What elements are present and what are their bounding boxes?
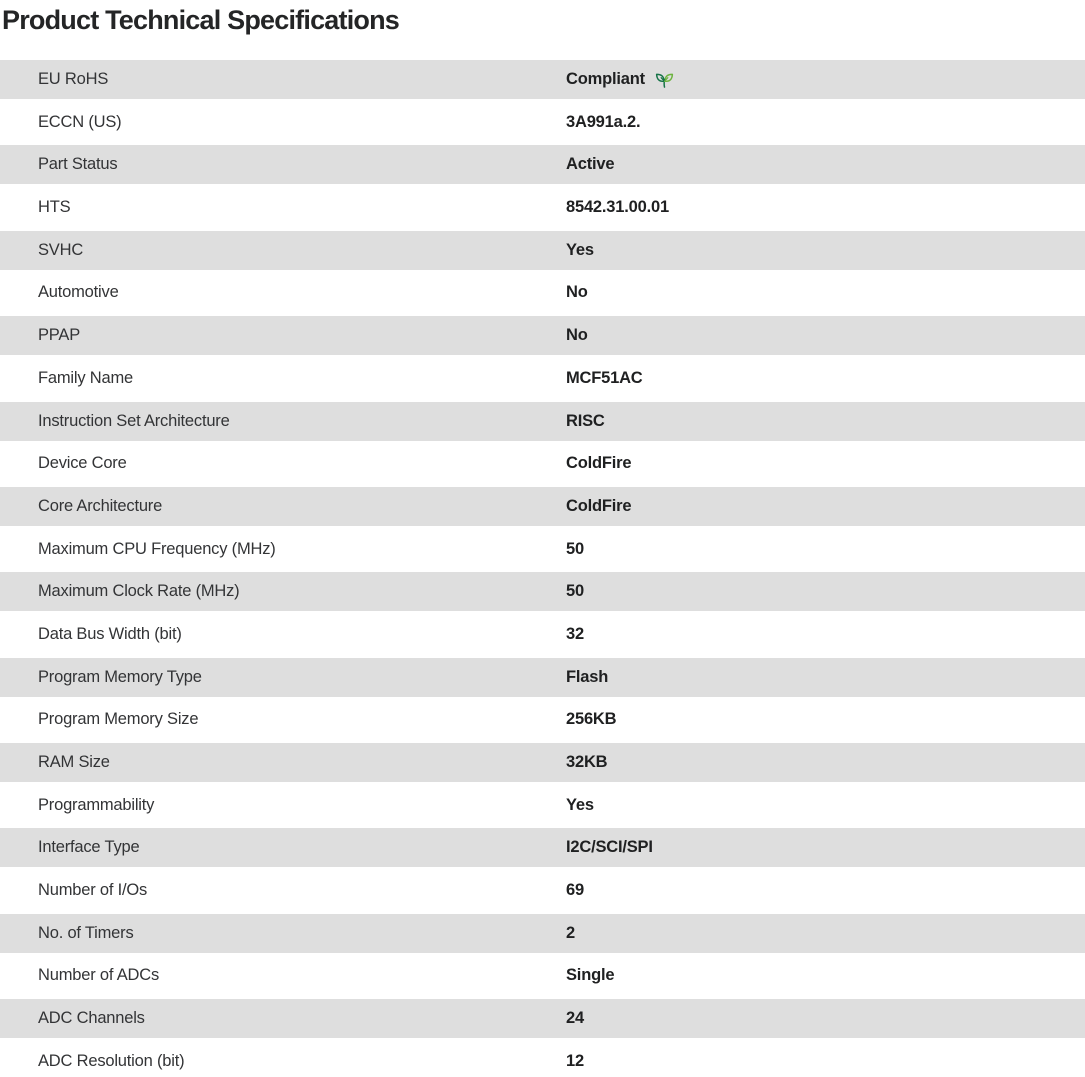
spec-row <box>0 871 1085 910</box>
spec-row <box>0 444 1085 483</box>
spec-value-cell <box>566 454 1085 473</box>
spec-value-cell <box>566 796 1085 815</box>
spec-value: 2 <box>566 923 575 942</box>
spec-row <box>0 999 1085 1038</box>
spec-row <box>0 145 1085 184</box>
spec-label: Core Architecture <box>38 496 163 515</box>
spec-row <box>0 530 1085 569</box>
spec-row <box>0 273 1085 312</box>
spec-label: Programmability <box>38 795 155 814</box>
spec-value: 69 <box>566 881 584 900</box>
spec-label: Program Memory Size <box>38 710 199 729</box>
spec-table <box>0 60 1085 1077</box>
spec-value-cell <box>566 625 1085 644</box>
spec-label: ADC Channels <box>38 1009 145 1028</box>
spec-label: PPAP <box>38 326 80 345</box>
page-title: Product Technical Specifications <box>2 5 400 35</box>
spec-label: SVHC <box>38 240 84 259</box>
spec-row <box>0 316 1085 355</box>
spec-value: Compliant <box>566 70 645 88</box>
spec-value: No <box>566 326 588 345</box>
spec-label: Number of ADCs <box>38 966 159 985</box>
spec-label: Maximum Clock Rate (MHz) <box>38 582 240 601</box>
spec-value: 12 <box>566 1051 584 1070</box>
spec-value: 256KB <box>566 710 617 729</box>
spec-value: 24 <box>566 1009 584 1028</box>
spec-row <box>0 956 1085 995</box>
spec-value: 50 <box>566 539 584 558</box>
spec-value: Single <box>566 966 615 985</box>
spec-row <box>0 828 1085 867</box>
spec-row <box>0 615 1085 654</box>
spec-value: 50 <box>566 582 584 601</box>
spec-value-cell <box>566 1009 1085 1028</box>
spec-label: ADC Resolution (bit) <box>38 1051 185 1070</box>
spec-row <box>0 658 1085 697</box>
spec-label: Automotive <box>38 283 119 302</box>
spec-label: Part Status <box>38 155 118 174</box>
spec-row <box>0 1042 1085 1077</box>
spec-value: ColdFire <box>566 496 632 515</box>
spec-value: Yes <box>566 795 594 814</box>
spec-label: Maximum CPU Frequency (MHz) <box>38 539 276 558</box>
spec-row <box>0 700 1085 739</box>
spec-value-cell <box>566 710 1085 729</box>
spec-value-cell <box>566 924 1085 943</box>
spec-value-cell <box>566 198 1085 217</box>
spec-value-cell <box>566 966 1085 985</box>
rohs-compliant-leaf-icon[interactable] <box>654 70 675 91</box>
spec-value-cell <box>566 113 1085 132</box>
spec-value: Yes <box>566 240 594 259</box>
spec-row <box>0 572 1085 611</box>
spec-value-cell <box>566 753 1085 772</box>
spec-row <box>0 103 1085 142</box>
spec-value: 32KB <box>566 753 608 771</box>
spec-row <box>0 359 1085 398</box>
spec-row <box>0 487 1085 526</box>
spec-value-cell <box>566 155 1085 174</box>
spec-value-cell <box>566 369 1085 388</box>
spec-label: Data Bus Width (bit) <box>38 624 182 643</box>
spec-label: Family Name <box>38 368 133 387</box>
spec-value-cell <box>566 69 1085 91</box>
spec-value-cell <box>566 582 1085 601</box>
spec-value-cell <box>566 668 1085 687</box>
spec-row <box>0 402 1085 441</box>
spec-row <box>0 60 1085 99</box>
spec-value-cell <box>566 540 1085 559</box>
spec-value: 8542.31.00.01 <box>566 198 669 217</box>
spec-value-cell <box>566 283 1085 302</box>
spec-value: ColdFire <box>566 454 632 473</box>
spec-label: ECCN (US) <box>38 112 122 131</box>
spec-value: 3A991a.2. <box>566 112 641 131</box>
spec-value-cell <box>566 412 1085 431</box>
spec-label: No. of Timers <box>38 923 134 942</box>
spec-label: RAM Size <box>38 753 110 771</box>
spec-value-cell <box>566 881 1085 900</box>
spec-label: HTS <box>38 198 71 217</box>
spec-label: Number of I/Os <box>38 881 148 900</box>
spec-value-cell <box>566 497 1085 516</box>
spec-value: 32 <box>566 624 584 643</box>
spec-value: Active <box>566 155 615 174</box>
spec-value: I2C/SCI/SPI <box>566 838 653 857</box>
spec-row <box>0 188 1085 227</box>
spec-row <box>0 914 1085 953</box>
spec-value-cell <box>566 241 1085 260</box>
spec-value: No <box>566 283 588 302</box>
spec-label: Device Core <box>38 454 127 473</box>
spec-value: RISC <box>566 411 605 430</box>
spec-row <box>0 743 1085 782</box>
spec-label: Instruction Set Architecture <box>38 411 230 430</box>
spec-value: Flash <box>566 667 609 686</box>
spec-label: Interface Type <box>38 838 140 857</box>
spec-label: EU RoHS <box>38 70 109 88</box>
spec-value: MCF51AC <box>566 368 643 387</box>
spec-value-cell <box>566 1052 1085 1071</box>
spec-row <box>0 231 1085 270</box>
spec-value-cell <box>566 838 1085 857</box>
spec-value-cell <box>566 326 1085 345</box>
spec-row <box>0 786 1085 825</box>
spec-label: Program Memory Type <box>38 667 202 686</box>
